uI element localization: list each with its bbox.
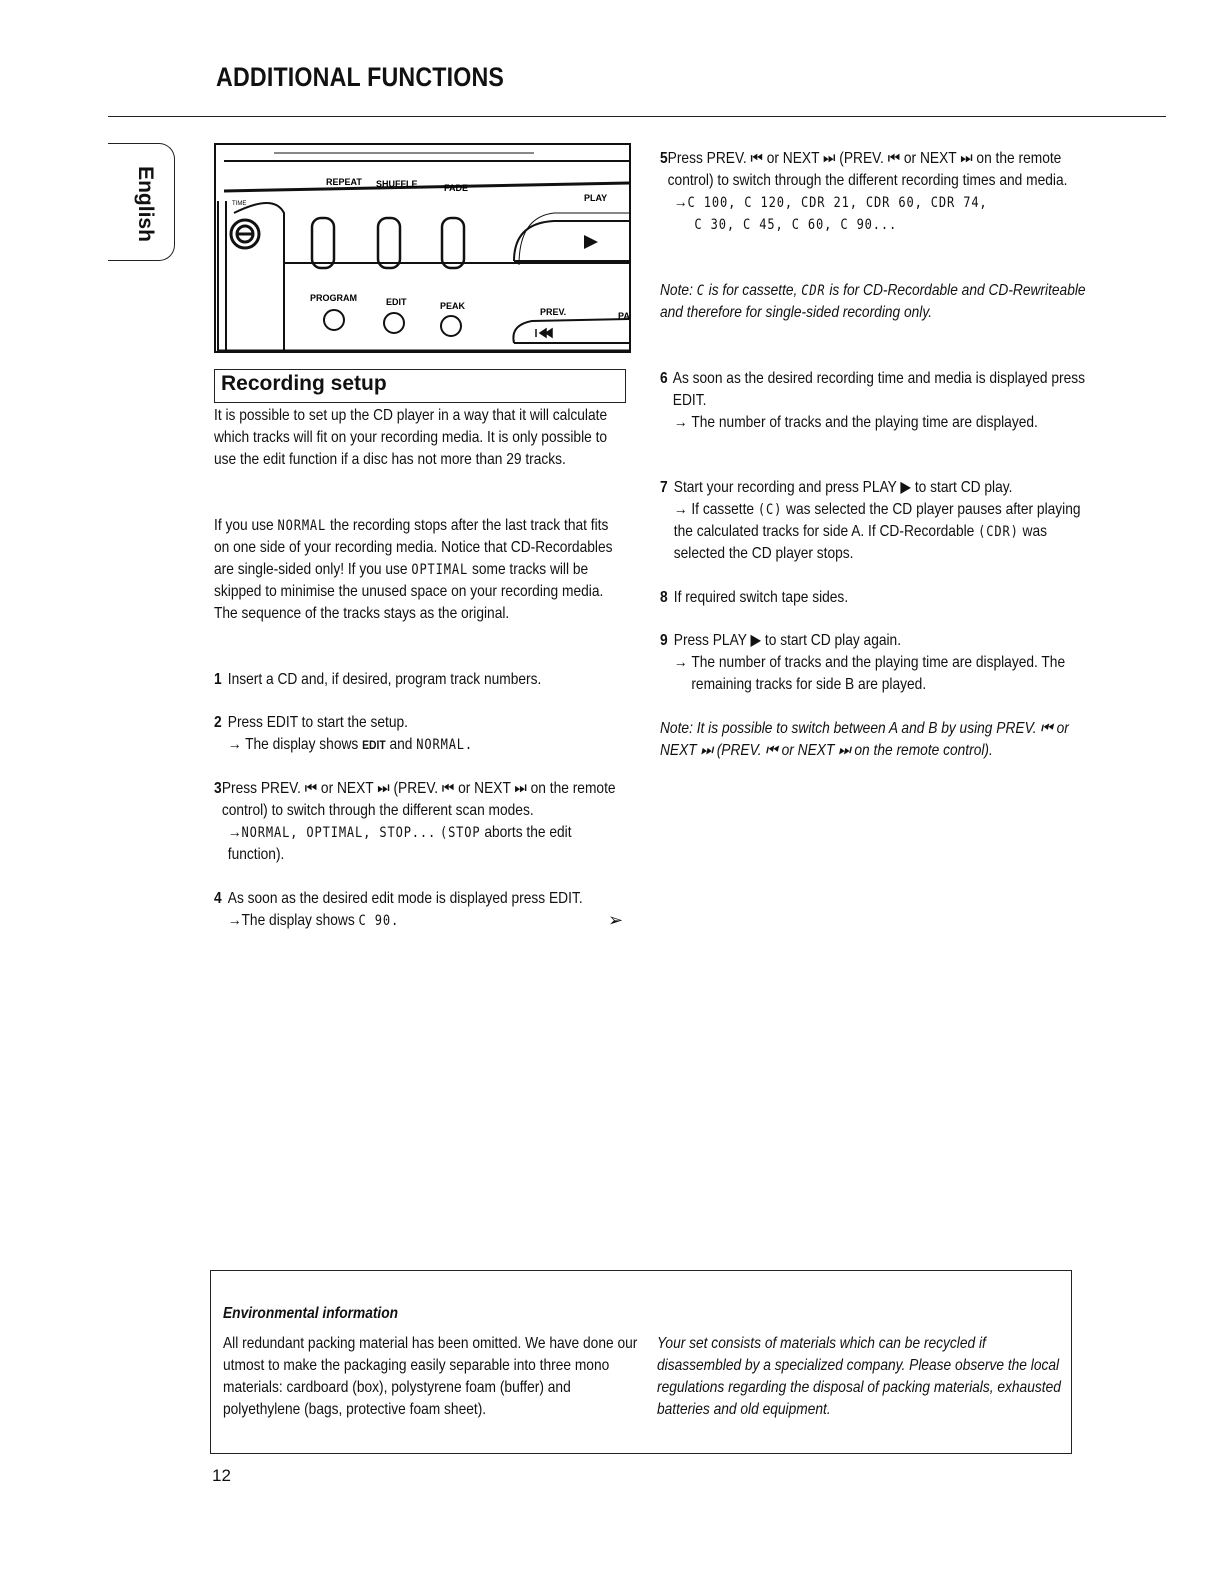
step-number: 5 xyxy=(660,150,668,167)
result-arrow-icon: → xyxy=(673,414,692,431)
environmental-text-right: Your set consists of materials which can be recycled if disassembled by a specialized company. Please observe the local regulations regarding the disposal of packing materials, exhausted batteries and old equipment. xyxy=(657,1335,1061,1418)
lcd-c: (C) xyxy=(757,502,783,518)
result-text-a: If cassette xyxy=(691,501,755,518)
step-number: 3 xyxy=(214,780,222,797)
step-text: Press PLAY ▶ to start CD play again. xyxy=(673,632,902,649)
front-panel-illustration xyxy=(214,143,634,358)
note-label: Note: xyxy=(660,282,693,299)
note-switch-sides: Note: It is possible to switch between A and B by using PREV. ⏮ or NEXT ⏭ (PREV. ⏮ or NEXT ⏭ on the remote control). xyxy=(660,720,1069,759)
panel-prev-label: PREV. xyxy=(540,307,567,317)
note-media xyxy=(660,280,1090,324)
result-arrow-icon: → xyxy=(673,501,688,518)
step-number: 9 xyxy=(660,632,668,649)
result-arrow-icon: → xyxy=(673,194,688,211)
edit-label: EDIT xyxy=(362,738,386,752)
step-text: Press PREV. ⏮ or NEXT ⏭ (PREV. ⏮ or NEXT ⏭ on the remote control) to switch through the different scan modes. xyxy=(221,780,616,819)
panel-peak-label: PEAK xyxy=(440,301,466,311)
environmental-heading: Environmental information xyxy=(223,1305,399,1322)
step-4 xyxy=(214,888,627,932)
intro-paragraph: It is possible to set up the CD player in a way that it will calculate which tracks will fit on your recording media. It is only possible to use the edit function if a disc has not more than 29 tracks. xyxy=(214,407,608,468)
step-text: Press EDIT to start the setup. xyxy=(227,714,408,731)
note-text-a: is for cassette, xyxy=(708,282,798,299)
section-heading-box xyxy=(214,369,626,403)
step-number: 6 xyxy=(660,370,668,387)
panel-edit-label: EDIT xyxy=(386,297,407,307)
language-tab xyxy=(108,143,175,261)
lcd-c90: C 90. xyxy=(358,913,400,929)
result-text: aborts the edit function). xyxy=(227,824,572,863)
step-text: If required switch tape sides. xyxy=(673,589,849,606)
lcd-cdr: CDR xyxy=(801,283,826,299)
step-text: Insert a CD and, if desired, program track numbers. xyxy=(227,671,542,688)
program-button-icon xyxy=(324,310,344,330)
language-tab-label: English xyxy=(134,166,157,242)
step-number: 8 xyxy=(660,589,668,606)
result-text-c: was selected the CD player stops. xyxy=(673,523,1048,562)
modes-text-c: some tracks will be skipped to minimise the unused space on your recording media. The sequence of the tracks stays as the original. xyxy=(214,561,604,622)
lcd-scan-modes: NORMAL, OPTIMAL, STOP... xyxy=(241,825,437,841)
panel-digit-display xyxy=(312,218,464,268)
result-text: The display shows xyxy=(241,912,355,929)
environmental-text-left: All redundant packing material has been omitted. We have done our utmost to make the packaging easily separable into three mono materials: cardboard (box), polystyrene foam (buffer) and polyethylene (bags, protective foam sheet). xyxy=(223,1335,638,1418)
result-and: and xyxy=(389,736,413,753)
result-text: The number of tracks and the playing time are displayed. The remaining tracks for side B are played. xyxy=(691,654,1066,693)
step-1 xyxy=(214,669,627,691)
step-number: 1 xyxy=(214,671,222,688)
panel-time-label: TIME xyxy=(232,201,247,207)
result-arrow-icon: → xyxy=(227,824,242,841)
page-title: ADDITIONAL FUNCTIONS xyxy=(216,62,505,92)
continue-mark: ➢ xyxy=(608,910,624,930)
panel-pa-label: PA xyxy=(618,311,630,321)
step-9 xyxy=(660,630,1090,696)
lcd-media-list-1: C 100, C 120, CDR 21, CDR 60, CDR 74, xyxy=(687,195,988,211)
step-text: As soon as the desired recording time and media is displayed press EDIT. xyxy=(672,370,1086,409)
result-arrow-icon: → xyxy=(227,736,242,753)
result-arrow-icon: → xyxy=(227,912,242,929)
panel-shuffle-label: SHUFFLE xyxy=(376,179,418,189)
step-6 xyxy=(660,368,1090,434)
step-5 xyxy=(660,148,1090,236)
prev-icon xyxy=(536,329,552,337)
step-number: 4 xyxy=(214,890,222,907)
result-arrow-icon: → xyxy=(673,654,692,671)
panel-fade-label: FADE xyxy=(444,183,469,193)
step-text: Press PREV. ⏮ or NEXT ⏭ (PREV. ⏮ or NEXT ⏭ on the remote control) to switch through the different recording times and media. xyxy=(667,150,1068,189)
step-number: 2 xyxy=(214,714,222,731)
lcd-optimal: OPTIMAL xyxy=(411,562,469,578)
result-text-b: was selected the CD player pauses after playing the calculated tracks for side A. If CD-Recordable xyxy=(673,501,1081,540)
panel-repeat-label: REPEAT xyxy=(326,177,362,187)
panel-play-label: PLAY xyxy=(584,193,608,203)
lcd-cdr: (CDR) xyxy=(978,524,1019,540)
environmental-info-box xyxy=(210,1270,1072,1454)
modes-text-a: If you use xyxy=(214,517,274,534)
panel-program-label: PROGRAM xyxy=(310,293,357,303)
step-8 xyxy=(660,587,1090,609)
note-text-b: is for CD-Recordable and CD-Rewriteable and therefore for single-sided recording only. xyxy=(660,282,1086,321)
step-7 xyxy=(660,477,1090,565)
edit-button-icon xyxy=(384,313,404,333)
result-text: The display shows xyxy=(245,736,359,753)
lcd-stop: (STOP xyxy=(439,825,481,841)
page-number: 12 xyxy=(212,1466,231,1485)
lcd-normal: NORMAL xyxy=(277,518,327,534)
step-text: Start your recording and press PLAY ▶ to start CD play. xyxy=(673,479,1013,496)
lcd-media-list-2: C 30, C 45, C 60, C 90... xyxy=(694,217,898,233)
step-number: 7 xyxy=(660,479,668,496)
step-2 xyxy=(214,712,627,756)
header-rule xyxy=(108,116,1166,117)
lcd-c: C xyxy=(696,283,705,299)
modes-paragraph xyxy=(214,515,627,625)
result-text: The number of tracks and the playing time are displayed. xyxy=(691,414,1038,431)
modes-text-b: the recording stops after the last track that fits on one side of your recording media. Notice that CD-Recordables are single-sided only! If you use xyxy=(214,517,613,578)
step-text: As soon as the desired edit mode is displayed press EDIT. xyxy=(227,890,583,907)
peak-button-icon xyxy=(441,316,461,336)
step-3 xyxy=(214,778,627,866)
section-heading: Recording setup xyxy=(221,372,387,395)
lcd-normal: NORMAL. xyxy=(416,737,474,753)
play-icon xyxy=(584,235,598,249)
